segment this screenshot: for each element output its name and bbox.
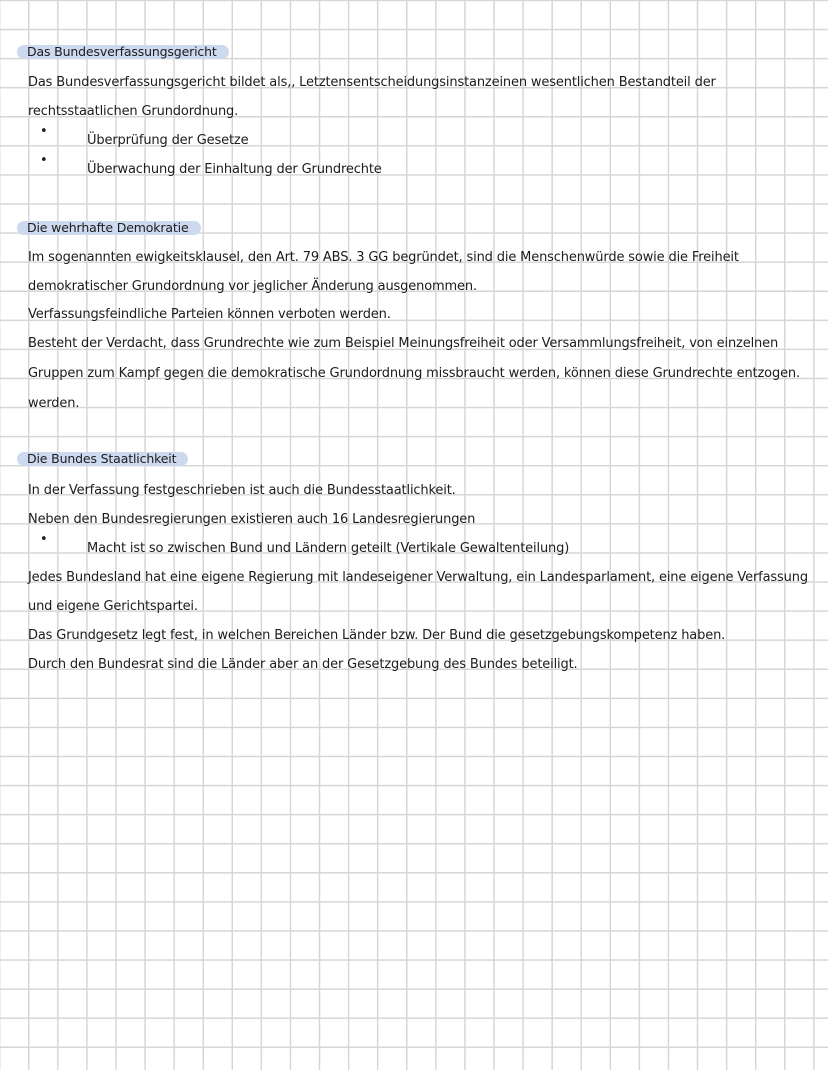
paragraph-line: Im sogenannten ewigkeitsklausel, den Art. 79 ABS. 3 GG begründet, sind die Menschenwürde sowie die Freiheit xyxy=(28,250,739,265)
section-heading: Die wehrhafte Demokratie xyxy=(17,221,201,235)
bullet-item: Überprüfung der Gesetze xyxy=(87,133,249,148)
paragraph-line: In der Verfassung festgeschrieben ist auch die Bundesstaatlichkeit. xyxy=(28,483,456,498)
paragraph-line: Das Grundgesetz legt fest, in welchen Bereichen Länder bzw. Der Bund die gesetzgebungskompetenz haben. xyxy=(28,628,726,643)
paragraph-line: Gruppen zum Kampf gegen die demokratische Grundordnung missbraucht werden, können diese Grundrechte entzogen. xyxy=(28,366,800,381)
bullet-item: Überwachung der Einhaltung der Grundrechte xyxy=(87,162,382,177)
paragraph-line: Durch den Bundesrat sind die Länder aber an der Gesetzgebung des Bundes beteiligt. xyxy=(28,657,578,672)
paragraph-line: Besteht der Verdacht, dass Grundrechte wie zum Beispiel Meinungsfreiheit oder Versammlungsfreiheit, von einzelnen xyxy=(28,336,779,351)
bullet-dot-icon: • xyxy=(40,532,48,547)
paragraph-line: Verfassungsfeindliche Parteien können verboten werden. xyxy=(28,307,391,322)
paragraph-line: Neben den Bundesregierungen existieren auch 16 Landesregierungen xyxy=(28,512,476,527)
paragraph-line: demokratischer Grundordnung vor jeglicher Änderung ausgenommen. xyxy=(28,279,477,294)
bullet-dot-icon: • xyxy=(40,124,48,139)
paragraph-line: Jedes Bundesland hat eine eigene Regierung mit landeseigener Verwaltung, ein Landesparlament, eine eigene Verfassung xyxy=(28,570,808,585)
bullet-dot-icon: • xyxy=(40,153,48,168)
bullet-item: Macht ist so zwischen Bund und Ländern geteilt (Vertikale Gewaltenteilung) xyxy=(87,541,570,556)
paragraph-line: rechtsstaatlichen Grundordnung. xyxy=(28,104,239,119)
section-heading: Das Bundesverfassungsgericht xyxy=(17,45,229,59)
paragraph-line: und eigene Gerichtspartei. xyxy=(28,599,198,614)
section-heading: Die Bundes Staatlichkeit xyxy=(17,452,188,466)
paragraph-line: werden. xyxy=(28,396,80,411)
paragraph-line: Das Bundesverfassungsgericht bildet als,, Letztensentscheidungsinstanzeinen wesentlichen Bestandteil der xyxy=(28,75,716,90)
